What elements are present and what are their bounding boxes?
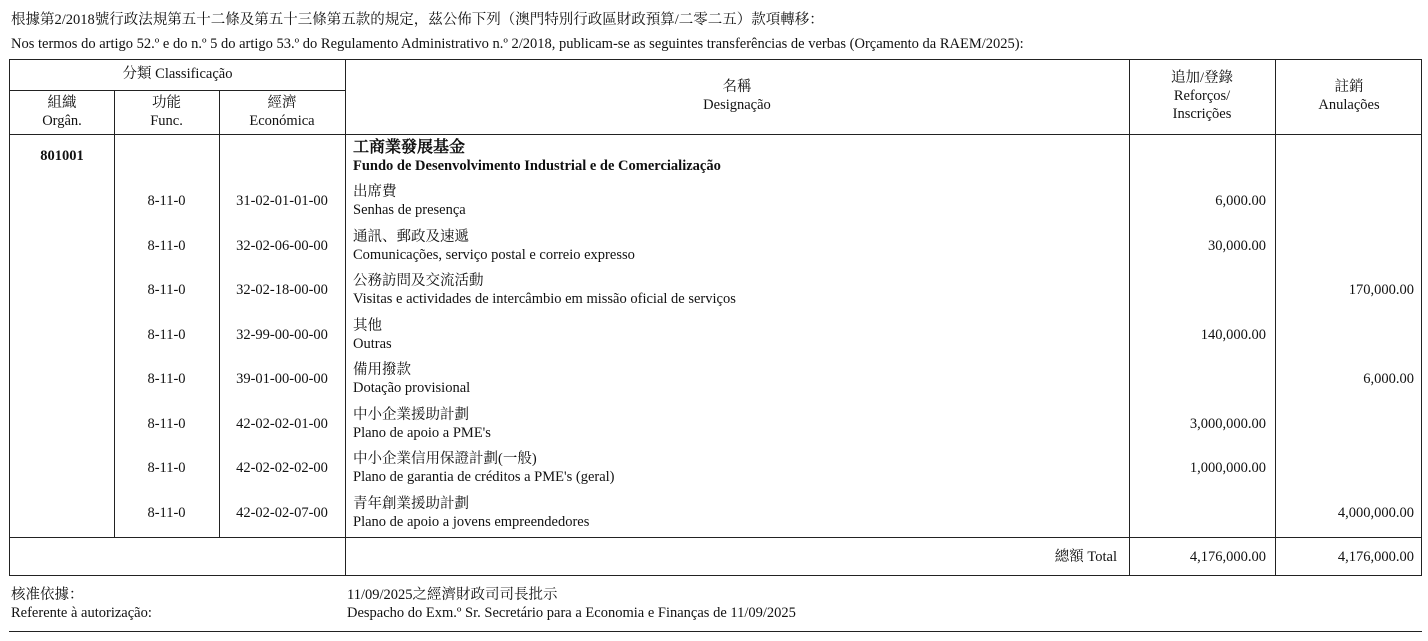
header-designation-pt: Designação — [703, 97, 771, 113]
divider — [1275, 60, 1276, 575]
authorization-value-pt: Despacho do Exm.º Sr. Secretário para a Economia e Finanças de 11/09/2025 — [347, 605, 796, 621]
row-designation-zh: 青年創業援助計劃 — [353, 495, 469, 512]
row-economic-code: 42-02-02-01-00 — [236, 415, 328, 432]
row-function-code: 8-11-0 — [147, 460, 186, 476]
row-economic-code: 32-99-00-00-00 — [236, 326, 328, 343]
authorization-label-pt: Referente à autorização: — [11, 605, 152, 621]
header-organ-pt: Orgân. — [42, 113, 82, 129]
row-function-code: 8-11-0 — [147, 326, 186, 343]
header-economic-pt: Económica — [249, 113, 315, 129]
row-designation-pt: Dotação provisional — [353, 380, 471, 396]
row-anulacao-amount: 4,000,000.00 — [1337, 504, 1414, 521]
header-economic-zh: 經濟 — [267, 95, 297, 111]
row-function-code: 8-11-0 — [147, 282, 186, 298]
intro-text-chinese: 根據第2/2018號行政法規第五十二條及第五十三條第五款的規定，茲公佈下列（澳門特別行政區財政預算/二零二五）款項轉移： — [11, 12, 824, 28]
row-designation-zh: 備用撥款 — [353, 362, 411, 378]
header-function-pt: Func. — [150, 113, 183, 129]
row-designation-zh: 其他 — [353, 317, 382, 334]
row-economic-code: 32-02-06-00-00 — [236, 237, 328, 254]
row-anulacao-amount: 170,000.00 — [1348, 282, 1414, 298]
header-designation-zh: 名稱 — [722, 79, 752, 95]
row-function-code: 8-11-0 — [147, 504, 186, 521]
divider — [10, 90, 345, 91]
row-reforco-amount: 6,000.00 — [1215, 193, 1266, 209]
row-designation-pt: Plano de apoio a PME's — [353, 424, 491, 441]
row-reforco-amount: 3,000,000.00 — [1189, 415, 1266, 432]
row-designation-pt: Plano de garantia de créditos a PME's (geral) — [353, 469, 615, 485]
row-economic-code: 39-01-00-00-00 — [236, 371, 328, 387]
total-reforcos: 4,176,000.00 — [1189, 549, 1266, 565]
row-designation-pt: Plano de apoio a jovens empreendedores — [353, 513, 590, 530]
row-function-code: 8-11-0 — [147, 237, 186, 254]
authorization-footer — [9, 575, 1422, 632]
row-function-code: 8-11-0 — [147, 193, 186, 209]
row-economic-code: 42-02-02-02-00 — [236, 460, 328, 476]
total-anulacoes: 4,176,000.00 — [1337, 549, 1414, 565]
total-label: 總額 Total — [1054, 549, 1117, 565]
authorization-value-zh: 11/09/2025之經濟財政司司長批示 — [347, 587, 558, 603]
divider — [10, 134, 1421, 135]
row-designation-zh: 出席費 — [353, 184, 397, 200]
row-designation-pt: Outras — [353, 335, 392, 352]
row-anulacao-amount: 6,000.00 — [1363, 371, 1414, 387]
row-designation-zh: 中小企業信用保證計劃(一般) — [353, 451, 537, 467]
header-organ-zh: 組織 — [47, 95, 77, 111]
divider — [345, 60, 346, 575]
header-inscricoes-pt: Inscrições — [1172, 106, 1232, 122]
row-reforco-amount: 140,000.00 — [1200, 326, 1266, 343]
row-designation-zh: 中小企業援助計劃 — [353, 406, 469, 423]
row-designation-pt: Comunicações, serviço postal e correio expresso — [353, 246, 635, 263]
row-function-code: 8-11-0 — [147, 371, 186, 387]
fund-name-zh: 工商業發展基金 — [353, 139, 466, 156]
row-designation-zh: 公務訪問及交流活動 — [353, 273, 484, 289]
row-reforco-amount: 30,000.00 — [1208, 237, 1266, 254]
header-anulacoes-pt: Anulações — [1318, 97, 1380, 113]
row-designation-pt: Visitas e actividades de intercâmbio em missão oficial de serviços — [353, 291, 736, 307]
row-economic-code: 31-02-01-01-00 — [236, 193, 328, 209]
divider — [1129, 60, 1130, 575]
divider — [10, 537, 1421, 538]
header-reforcos-zh: 追加/登錄 — [1170, 70, 1234, 86]
intro-text-portuguese: Nos termos do artigo 52.º e do n.º 5 do artigo 53.º do Regulamento Administrativo n.º 2/2018, publicam-se as seguintes transferências de verbas (Orçamento da RAEM/2025): — [11, 36, 1024, 52]
authorization-label-zh: 核准依據： — [11, 587, 84, 603]
row-designation-pt: Senhas de presença — [353, 202, 466, 218]
fund-name-pt: Fundo de Desenvolvimento Industrial e de Comercialização — [353, 158, 721, 174]
row-economic-code: 32-02-18-00-00 — [236, 282, 328, 298]
row-economic-code: 42-02-02-07-00 — [236, 504, 328, 521]
header-reforcos-pt: Reforços/ — [1173, 88, 1231, 104]
row-reforco-amount: 1,000,000.00 — [1189, 460, 1266, 476]
row-function-code: 8-11-0 — [147, 415, 186, 432]
row-designation-zh: 通訊、郵政及速遞 — [353, 228, 469, 245]
transfer-table — [9, 59, 1422, 576]
header-classification: 分類 Classificação — [122, 66, 233, 82]
header-function-zh: 功能 — [152, 95, 181, 111]
organ-code: 801001 — [40, 148, 84, 164]
header-anulacoes-zh: 註銷 — [1334, 79, 1364, 95]
